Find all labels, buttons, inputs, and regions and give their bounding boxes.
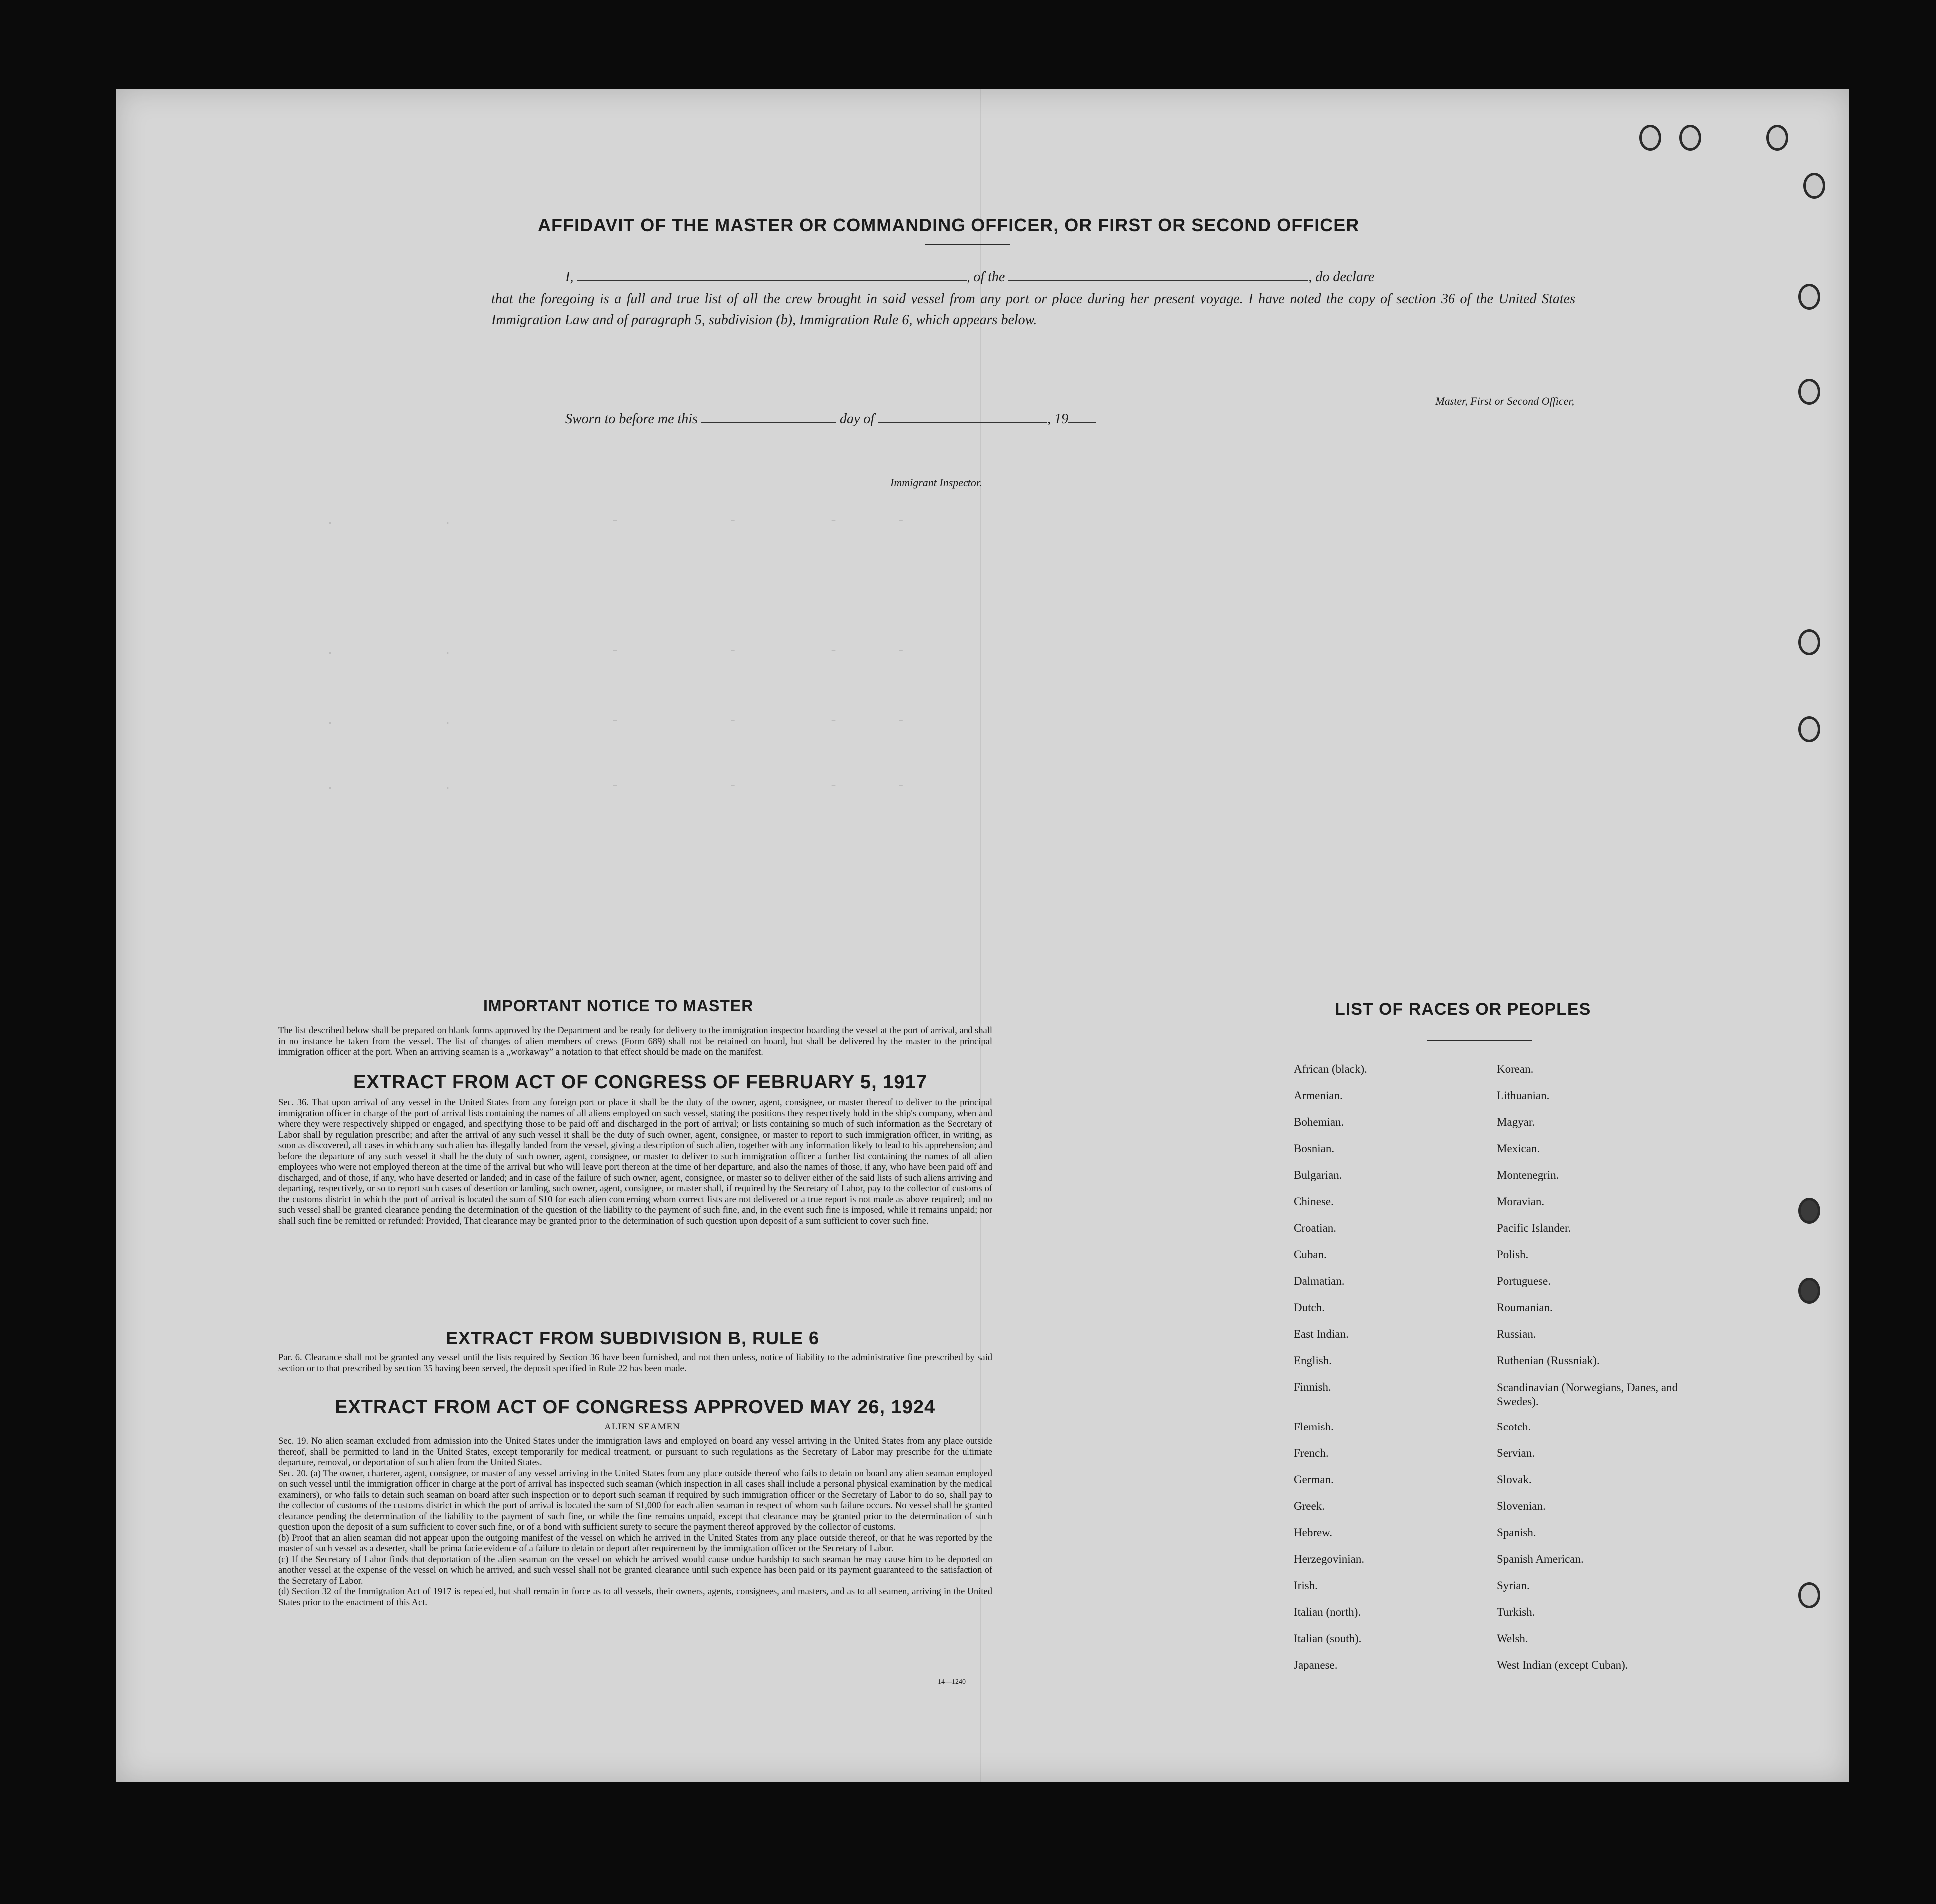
race-item: Chinese. (1294, 1195, 1334, 1208)
title-underline (925, 244, 1010, 245)
punch-hole (1766, 125, 1788, 151)
form-number: 14—1240 (938, 1678, 966, 1686)
punch-hole (1798, 379, 1820, 405)
race-item: West Indian (except Cuban). (1497, 1659, 1628, 1671)
month-blank (878, 422, 1047, 423)
race-item: Slovenian. (1497, 1500, 1546, 1512)
race-item: Irish. (1294, 1579, 1318, 1592)
races-left-column (1294, 1063, 1483, 1685)
bleed-through-texture: . . - - - - (326, 513, 905, 529)
inspector-label: Immigrant Inspector. (890, 476, 982, 489)
race-item: Moravian. (1497, 1195, 1545, 1208)
races-title: LIST OF RACES OR PEOPLES (1335, 1000, 1591, 1019)
punch-hole (1798, 284, 1820, 310)
race-item: Dalmatian. (1294, 1275, 1345, 1287)
race-item: Cuban. (1294, 1248, 1327, 1261)
race-item: Ruthenian (Russniak). (1497, 1354, 1600, 1367)
race-item: Croatian. (1294, 1222, 1336, 1234)
race-item: Herzegovinian. (1294, 1553, 1365, 1565)
affidavit-title: AFFIDAVIT OF THE MASTER OR COMMANDING OFFICER, OR FIRST OR SECOND OFFICER (538, 215, 1360, 235)
punch-hole (1798, 716, 1820, 742)
race-item: Scandinavian (Norwegians, Danes, and Swedes). (1497, 1381, 1678, 1408)
race-item: Pacific Islander. (1497, 1222, 1571, 1234)
extract-rule6-text: Par. 6. Clearance shall not be granted any vessel until the lists required by Section 36 have been furnished, and not then unless, notice of liability to the administrative fine prescribed by said section or to that prescribed by section 35 having been served, the deposit specified in Rule 22 has been made. (278, 1353, 992, 1374)
extract-1917-title: EXTRACT FROM ACT OF CONGRESS OF FEBRUARY 5, 1917 (353, 1072, 927, 1093)
notice-text: The list described below shall be prepared on blank forms approved by the Department and be ready for delivery to the immigration inspector boarding the vessel at the port of arrival, and shall in no instance be taken from the vessel. The list of changes of alien members of crews (Form 689) shall not be retained on board, but shall be delivered by the master to the principal immigration officer at the port. When an arriving seaman is a „workaway” a notation to that effect should be made on the manifest. (278, 1026, 992, 1057)
punch-hole (1798, 629, 1820, 655)
race-item: Italian (north). (1294, 1606, 1361, 1618)
sworn-prefix: Sworn to before me this (565, 411, 698, 427)
race-item: East Indian. (1294, 1328, 1349, 1340)
race-item: Finnish. (1294, 1381, 1331, 1393)
name-blank (577, 280, 967, 281)
race-item: Russian. (1497, 1328, 1536, 1340)
race-item: Scotch. (1497, 1421, 1531, 1433)
race-item: Armenian. (1294, 1089, 1343, 1102)
signature-label: Master, First or Second Officer, (1435, 395, 1574, 407)
sec20c-text: (c) If the Secretary of Labor finds that deportation of the alien seaman on the vessel on which he arrived would cause undue hardship to such seaman he may cause him to be deported on another vessel at the expense of the vessel on which he arrived, and such vessel shall not be granted clearance until such expence has been paid or its payment guaranteed to the satisfaction of the Secretary of Labor. (278, 1554, 992, 1586)
race-item: Roumanian. (1497, 1301, 1553, 1314)
extract-1917-text: Sec. 36. That upon arrival of any vessel in the United States from any foreign port or place it shall be the duty of the owner, agent, consignee, or master thereof to deliver to the principal immigration officer in charge of the port of arrival lists containing the names of all aliens employed on such vessel, stating the positions they respectively hold in the ship's company, when and where they were respectively shipped or engaged, and specifying those to be paid off and discharged in the port of arrival; or lists containing so much of such information as the Secretary of Labor shall by regulation prescribe; and after the arrival of any such vessel it shall be the duty of such owner, agent, consignee, or master to report to such immigration officer, in writing, as soon as discovered, all cases in which any such alien has illegally landed from the vessel, giving a description of such alien, together with any information likely to lead to his apprehension; and before the departure of any such vessel it shall be the duty of such owner, agent, consignee, or master to deliver to such immigration officer a further list containing the names of all alien employees who were not employed thereon at the time of the arrival but who will leave port thereon at the time of her departure, and also the names of those, if any, who have been paid off and discharged, and of those, if any, who have deserted or landed; and in case of the failure of such owner, agent, consignee, or master so to deliver either of the said lists of such aliens arriving and departing, respectively, or so to report such cases of desertion or landing, such owner, agent, consignee, or master shall, if required by the Secretary of Labor, pay to the collector of customs of the customs district in which the port of arrival is located the sum of $10 for each alien concerning whom correct lists are not delivered or a true report is not made as above required; and no such vessel shall be granted clearance pending the determination of the question of the liability to the payment of such fine, and, in the event such fine is imposed, while it remains unpaid; nor shall such fine be remitted or refunded: Provided, That clearance may be granted prior to the determination of such question upon deposit of a sum sufficient to cover such fine. (278, 1098, 992, 1226)
race-item: Welsh. (1497, 1632, 1528, 1645)
extract-1924-title: EXTRACT FROM ACT OF CONGRESS APPROVED MAY 26, 1924 (335, 1397, 936, 1418)
race-item: Slovak. (1497, 1473, 1532, 1486)
race-item: Bohemian. (1294, 1116, 1344, 1128)
race-item: Bulgarian. (1294, 1169, 1342, 1181)
race-item: Portuguese. (1497, 1275, 1551, 1287)
race-item: Spanish American. (1497, 1553, 1584, 1565)
race-item: Japanese. (1294, 1659, 1338, 1671)
race-item: French. (1294, 1447, 1329, 1459)
race-item: Servian. (1497, 1447, 1535, 1459)
punch-hole (1798, 1582, 1820, 1608)
notice-title: IMPORTANT NOTICE TO MASTER (484, 997, 754, 1015)
race-item: Montenegrin. (1497, 1169, 1559, 1181)
punch-hole (1639, 125, 1661, 151)
declaration-body: that the foregoing is a full and true list of all the crew brought in said vessel from any port or place during her present voyage. I have noted the copy of section 36 of the United States Immigration Law and of paragraph 5, subdivision (b), Immigration Rule 6, which appears below. (491, 291, 1575, 328)
extract-1924-body (278, 1436, 992, 1608)
race-item: Korean. (1497, 1063, 1534, 1075)
declaration-mid: , of the (967, 269, 1005, 285)
day-blank (701, 422, 836, 423)
sec20b-text: (b) Proof that an alien seaman did not appear upon the outgoing manifest of the vessel on which he arrived in the United States from any place outside thereof, or that he was reported by the master of such vessel as a deserter, shall be prima facie evidence of a failure to detain or deport after requirement by the immigration officer or the Secretary of Labor. (278, 1533, 992, 1554)
race-item: Italian (south). (1294, 1632, 1362, 1645)
punch-hole (1679, 125, 1701, 151)
race-item: Lithuanian. (1497, 1089, 1550, 1102)
declaration-end: , do declare (1308, 269, 1375, 285)
races-underline (1427, 1040, 1532, 1041)
punch-hole (1798, 1198, 1820, 1224)
race-item: Dutch. (1294, 1301, 1325, 1314)
bleed-through-texture: . . - - - - (326, 713, 905, 729)
punch-hole (1803, 173, 1825, 199)
sec20d-text: (d) Section 32 of the Immigration Act of 1917 is repealed, but shall remain in force as to all vessels, their owners, agents, consignees, and masters, and as to all seamen, arriving in the United States prior to the enactment of this Act. (278, 1587, 992, 1608)
year-blank (1068, 422, 1096, 423)
declaration-line (565, 267, 1574, 288)
race-item: Greek. (1294, 1500, 1325, 1512)
race-item: Bosnian. (1294, 1142, 1335, 1155)
race-item: African (black). (1294, 1063, 1367, 1075)
bleed-through-texture: . . - - - - (326, 778, 905, 794)
race-item: Polish. (1497, 1248, 1529, 1261)
sworn-day-label: day of (839, 411, 875, 427)
extract-rule6-title: EXTRACT FROM SUBDIVISION B, RULE 6 (446, 1328, 820, 1348)
vessel-blank (1008, 280, 1308, 281)
sec19-text: Sec. 19. No alien seaman excluded from admission into the United States under the immigration laws and employed on board any vessel arriving in the United States from any place outside thereof, shall be permitted to land in the United States, except temporarily for medical treatment, or pursuant to such regulations as the Secretary of Labor may prescribe for the ultimate departure, removal, or deportation of such alien from the United States. (278, 1436, 992, 1468)
alien-seamen-subtitle: ALIEN SEAMEN (604, 1422, 680, 1432)
race-item: Flemish. (1294, 1421, 1334, 1433)
race-item: English. (1294, 1354, 1332, 1367)
race-item: German. (1294, 1473, 1334, 1486)
sec20a-text: Sec. 20. (a) The owner, charterer, agent, consignee, or master of any vessel arriving in the United States from any place outside thereof who fails to detain on board any alien seaman employed on such vessel until the immigration officer in charge at the port of arrival has inspected such seaman (which inspection in all cases shall include a personal physical examination by the medical examiners), or who fails to detain such seaman on board after such inspection or to deport such seaman if required by such immigration officer or the Secretary of Labor to do so, shall pay to the collector of customs of the customs district in which the port of arrival is located the sum of $1,000 for each alien seaman in respect of whom such failure occurs. No vessel shall be granted clearance pending the determination of the liability to the payment of such fine, or while the fine remains unpaid, except that clearance may be granted prior to the determination of such question upon the deposit of a sum sufficient to cover such fine, or of a bond with sufficient surety to secure the payment thereof approved by the collector of customs. (278, 1468, 992, 1532)
race-item: Mexican. (1497, 1142, 1540, 1155)
race-item: Spanish. (1497, 1526, 1536, 1539)
bleed-through-texture: . . - - - - (326, 643, 905, 659)
sworn-line (565, 409, 1415, 430)
race-item: Hebrew. (1294, 1526, 1333, 1539)
race-item: Magyar. (1497, 1116, 1535, 1128)
races-right-column (1497, 1063, 1697, 1685)
document-sheet (116, 89, 1849, 1782)
declaration-prefix: I, (565, 269, 574, 285)
race-item: Syrian. (1497, 1579, 1530, 1592)
sworn-year-label: , 19 (1047, 411, 1069, 427)
punch-hole (1798, 1278, 1820, 1304)
race-item: Turkish. (1497, 1606, 1535, 1618)
